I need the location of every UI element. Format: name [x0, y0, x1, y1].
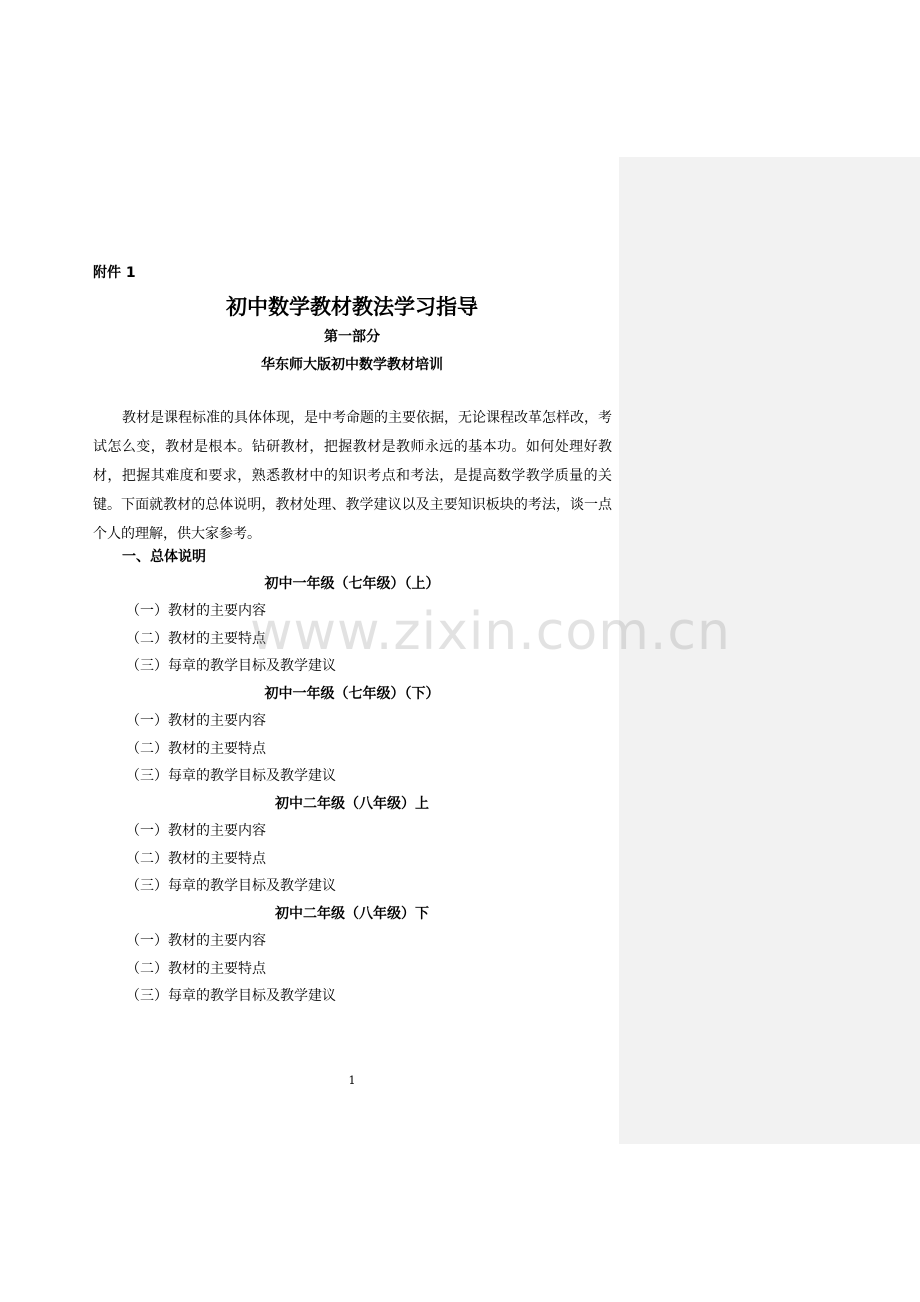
outline-item: （二）教材的主要特点: [126, 851, 266, 867]
grade-title: 初中一年级（七年级）（下）: [264, 686, 440, 702]
outline-item: （三）每章的教学目标及教学建议: [126, 988, 336, 1004]
document-title: 初中数学教材教法学习指导: [226, 295, 478, 319]
outline-item: （一）教材的主要内容: [126, 823, 266, 839]
intro-paragraph: 教材是课程标准的具体体现，是中考命题的主要依据，无论课程改革怎样改，考试怎么变，教材是根本。钻研教材，把握教材是教师永远的基本功。如何处理好教材，把握其难度和要求，熟悉教材中的知识考点和考法，是提高数学教学质量的关键。下面就教材的总体说明，教材处理、教学建议以及主要知识板块的考法，谈一点个人的理解，供大家参考。: [93, 410, 612, 542]
outline-item: （三）每章的教学目标及教学建议: [126, 768, 336, 784]
watermark-text: www.zixin.com.cn: [250, 602, 731, 662]
part-subtitle: 华东师大版初中数学教材培训: [261, 357, 443, 373]
outline-item: （三）每章的教学目标及教学建议: [126, 658, 336, 674]
outline-item: （一）教材的主要内容: [126, 713, 266, 729]
outline-item: （一）教材的主要内容: [126, 933, 266, 949]
outline-item: （三）每章的教学目标及教学建议: [126, 878, 336, 894]
outline-item: （二）教材的主要特点: [126, 961, 266, 977]
grade-title: 初中二年级（八年级）上: [275, 796, 429, 812]
page-number: 1: [348, 1074, 356, 1087]
outline-item: （二）教材的主要特点: [126, 741, 266, 757]
grade-title: 初中二年级（八年级）下: [275, 906, 429, 922]
grade-title: 初中一年级（七年级）（上）: [264, 576, 440, 592]
attachment-label: 附件 1: [93, 265, 136, 281]
outline-item: （一）教材的主要内容: [126, 603, 266, 619]
part-label: 第一部分: [324, 329, 380, 345]
section-heading: 一、总体说明: [122, 549, 206, 565]
outline-item: （二）教材的主要特点: [126, 631, 266, 647]
